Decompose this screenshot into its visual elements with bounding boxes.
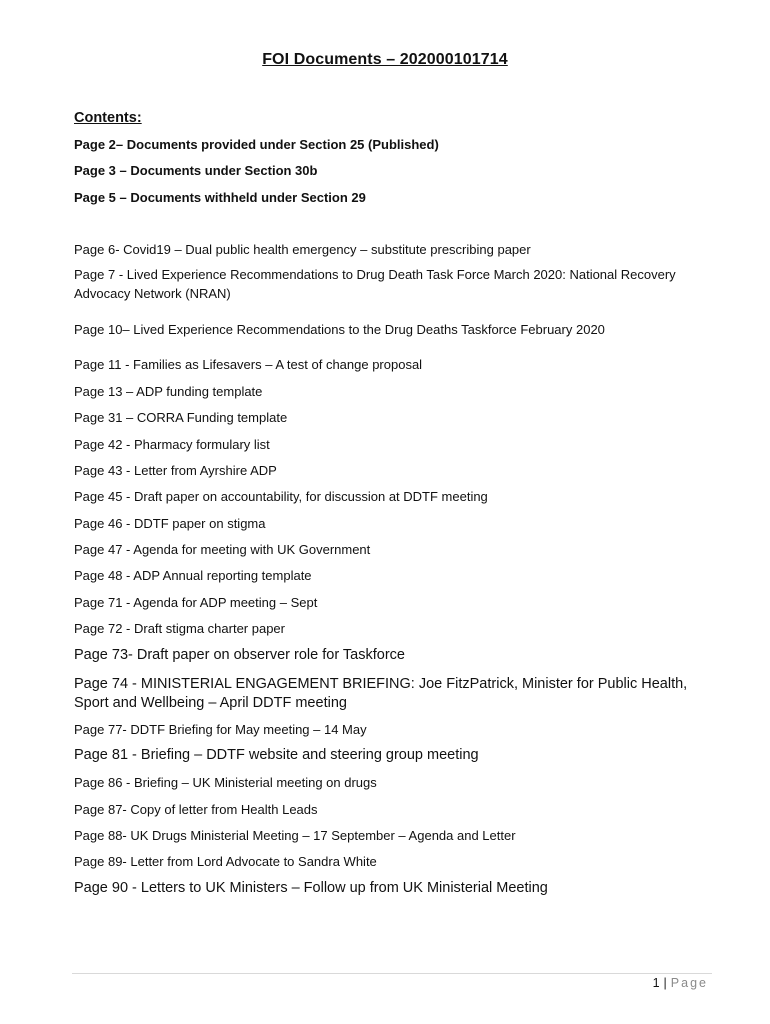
contents-entry: Page 81 - Briefing – DDTF website and steering group meeting [74, 747, 479, 763]
contents-entry: Page 88- UK Drugs Ministerial Meeting – 17 September – Agenda and Letter [74, 828, 516, 843]
contents-heading: Contents: [74, 110, 142, 126]
contents-entry: Page 31 – CORRA Funding template [74, 410, 288, 425]
contents-entry: Page 90 - Letters to UK Ministers – Follow up from UK Ministerial Meeting [74, 880, 548, 896]
section-item: Page 5 – Documents withheld under Section 29 [74, 190, 366, 205]
document-title: FOI Documents – 202000101714 [262, 51, 508, 68]
contents-entry: Page 6- Covid19 – Dual public health emergency – substitute prescribing paper [74, 242, 531, 257]
contents-entry: Page 46 - DDTF paper on stigma [74, 516, 266, 531]
footer-divider [72, 973, 712, 974]
contents-entry: Page 71 - Agenda for ADP meeting – Sept [74, 595, 318, 610]
contents-entry: Page 74 - MINISTERIAL ENGAGEMENT BRIEFING: Joe FitzPatrick, Minister for Public Health, Sport and Wellbeing – April DDTF meeting [74, 676, 688, 711]
contents-entry: Page 11 - Families as Lifesavers – A test of change proposal [74, 357, 423, 372]
section-item: Page 2– Documents provided under Section 25 (Published) [74, 137, 439, 152]
section-item: Page 3 – Documents under Section 30b [74, 163, 318, 178]
page-footer [653, 976, 708, 990]
contents-entry: Page 77- DDTF Briefing for May meeting – 14 May [74, 722, 367, 737]
contents-entry: Page 45 - Draft paper on accountability, for discussion at DDTF meeting [74, 489, 488, 504]
contents-entry: Page 48 - ADP Annual reporting template [74, 568, 312, 583]
page-label: Page [670, 976, 708, 990]
contents-entry: Page 43 - Letter from Ayrshire ADP [74, 463, 277, 478]
contents-entry: Page 10– Lived Experience Recommendations to the Drug Deaths Taskforce February 2020 [74, 322, 605, 337]
contents-entry: Page 89- Letter from Lord Advocate to Sandra White [74, 854, 377, 869]
contents-entry: Page 47 - Agenda for meeting with UK Government [74, 542, 371, 557]
contents-entry: Page 42 - Pharmacy formulary list [74, 437, 270, 452]
page-number: 1 [652, 976, 660, 990]
contents-entry: Page 72 - Draft stigma charter paper [74, 621, 285, 636]
contents-entry: Page 13 – ADP funding template [74, 384, 263, 399]
contents-entry: Page 87- Copy of letter from Health Leads [74, 802, 318, 817]
footer-separator: | [663, 976, 667, 990]
contents-entry: Page 73- Draft paper on observer role for Taskforce [74, 647, 405, 663]
contents-entry: Page 86 - Briefing – UK Ministerial meeting on drugs [74, 775, 377, 790]
contents-entry: Page 7 - Lived Experience Recommendations to Drug Death Task Force March 2020: National Recovery Advocacy Network (NRAN) [74, 267, 676, 301]
